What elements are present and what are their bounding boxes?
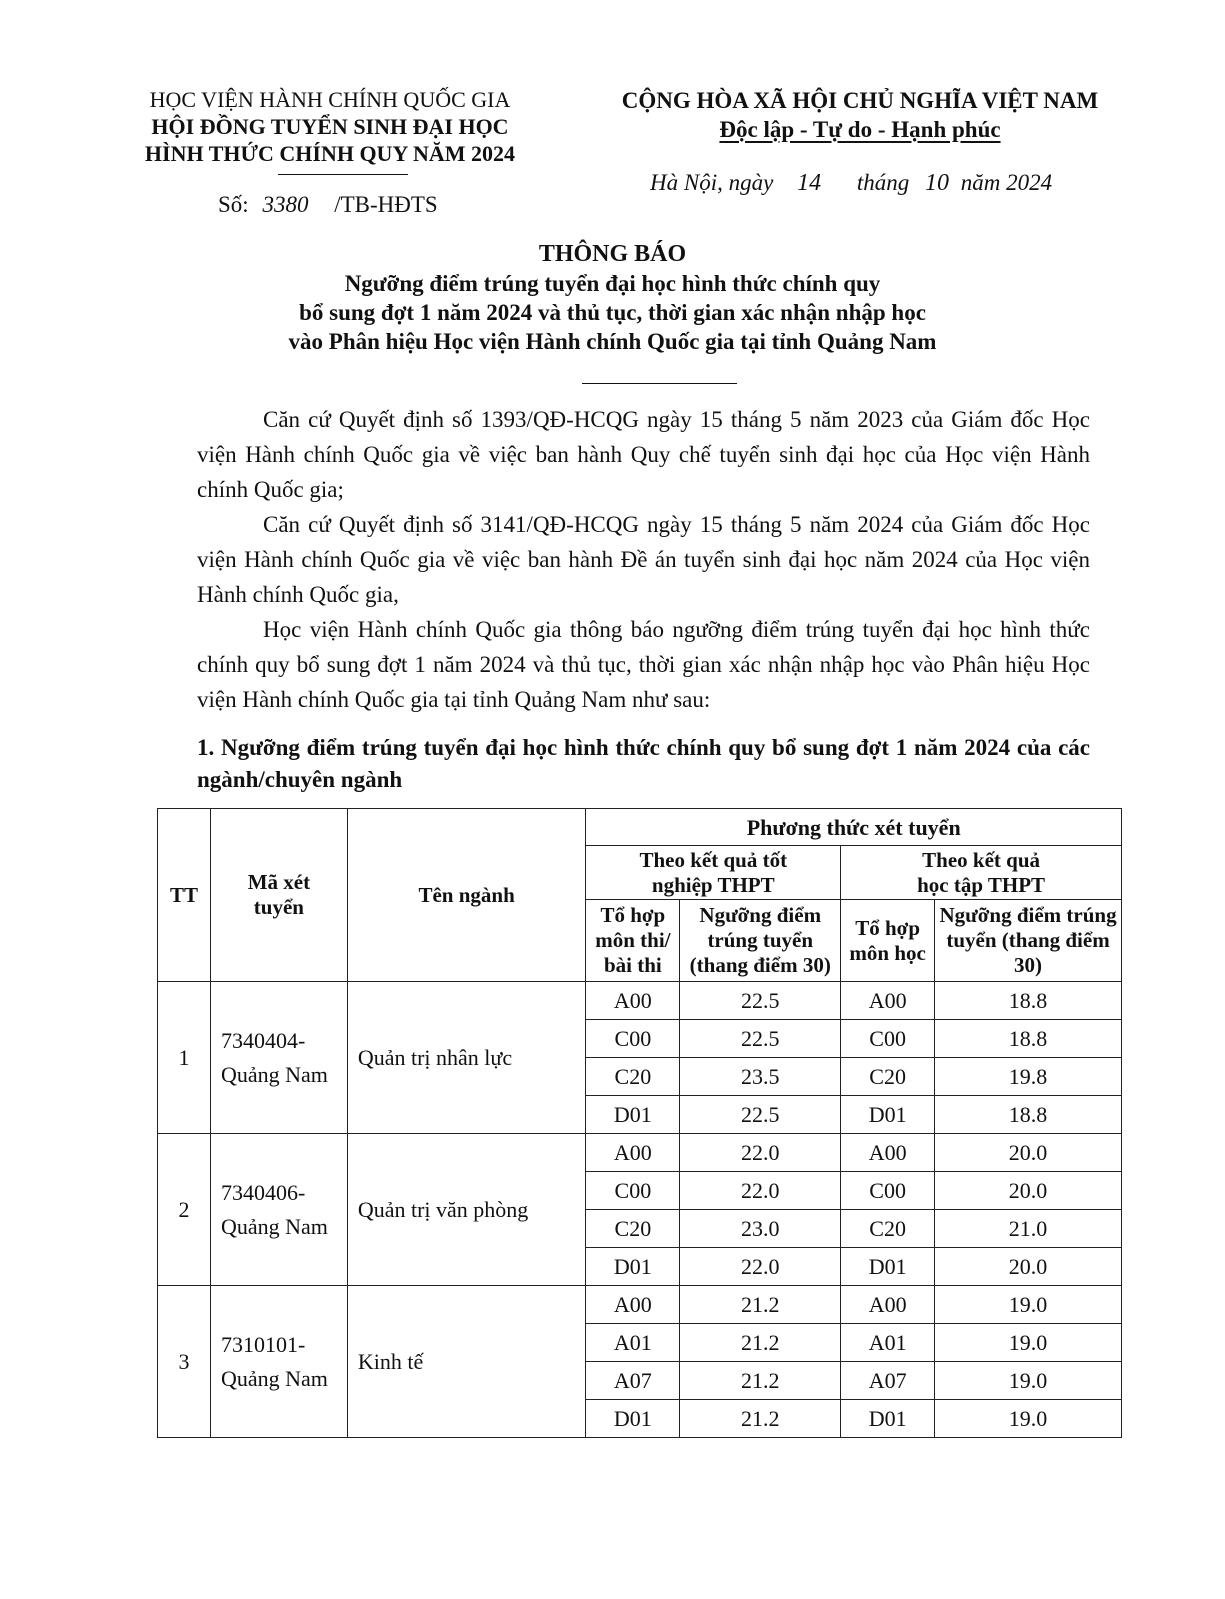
national-header [590, 86, 1130, 144]
score-exam: 22.0 [680, 1134, 841, 1172]
date-prefix: Hà Nội, ngày [650, 170, 774, 195]
program-tt: 2 [158, 1134, 211, 1286]
program-code-campus: Quảng Nam [220, 1365, 328, 1391]
header-name: Tên ngành [347, 809, 586, 982]
combo-exam: A00 [586, 982, 680, 1020]
score-transcript: 18.8 [935, 1020, 1122, 1058]
score-transcript: 18.8 [935, 1096, 1122, 1134]
header-combo-transcript: Tổ hợp môn học [841, 900, 935, 982]
combo-transcript: C00 [841, 1020, 935, 1058]
issuer-header [120, 86, 540, 167]
program-name: Kinh tế [347, 1286, 586, 1438]
combo-transcript: C00 [841, 1172, 935, 1210]
combo-exam: C20 [586, 1210, 680, 1248]
issuer-line-1: HỌC VIỆN HÀNH CHÍNH QUỐC GIA [149, 87, 511, 112]
program-code [210, 1134, 347, 1286]
score-transcript: 19.8 [935, 1058, 1122, 1096]
combo-exam: D01 [586, 1248, 680, 1286]
combo-exam: D01 [586, 1400, 680, 1438]
issuer-underline [278, 174, 408, 175]
score-transcript: 19.0 [935, 1286, 1122, 1324]
score-transcript: 19.0 [935, 1362, 1122, 1400]
national-motto-line-2: Độc lập - Tự do - Hạnh phúc [719, 117, 1001, 142]
header-group-transcript: Theo kết quả học tập THPT [841, 846, 1122, 900]
title-line-1: Ngưỡng điểm trúng tuyển đại học hình thức chính quy [344, 271, 881, 296]
score-transcript: 20.0 [935, 1172, 1122, 1210]
combo-exam: D01 [586, 1096, 680, 1134]
program-code-number: 7340406- [220, 1179, 306, 1205]
combo-transcript: A01 [841, 1324, 935, 1362]
title-line-3: vào Phân hiệu Học viện Hành chính Quốc gia tại tỉnh Quảng Nam [288, 329, 937, 354]
combo-exam: A01 [586, 1324, 680, 1362]
score-transcript: 19.0 [935, 1324, 1122, 1362]
program-tt: 1 [158, 982, 211, 1134]
combo-exam: C00 [586, 1172, 680, 1210]
score-exam: 22.0 [680, 1248, 841, 1286]
score-exam: 23.0 [680, 1210, 841, 1248]
section-1-heading: 1. Ngưỡng điểm trúng tuyển đại học hình thức chính quy bổ sung đợt 1 năm 2024 của các ngành/chuyên ngành [197, 735, 1090, 792]
header-score-transcript: Ngưỡng điểm trúng tuyển (thang điểm 30) [935, 900, 1122, 982]
score-exam: 22.5 [680, 982, 841, 1020]
score-exam: 21.2 [680, 1400, 841, 1438]
issuer-line-3: HÌNH THỨC CHÍNH QUY NĂM 2024 [144, 141, 516, 166]
date-day: 14 [797, 170, 822, 196]
header-tt: TT [158, 809, 211, 982]
score-exam: 23.5 [680, 1058, 841, 1096]
document-number-value: 3380 [262, 192, 309, 217]
program-code-campus: Quảng Nam [220, 1213, 328, 1239]
score-transcript: 20.0 [935, 1134, 1122, 1172]
header-method: Phương thức xét tuyển [586, 809, 1122, 846]
score-transcript: 21.0 [935, 1210, 1122, 1248]
header-combo-exam: Tổ hợp môn thi/ bài thi [586, 900, 680, 982]
combo-transcript: C20 [841, 1210, 935, 1248]
combo-transcript: A00 [841, 1286, 935, 1324]
combo-exam: C20 [586, 1058, 680, 1096]
program-code [210, 1286, 347, 1438]
program-name: Quản trị văn phòng [347, 1134, 586, 1286]
combo-transcript: A00 [841, 1134, 935, 1172]
date-month-label: tháng [856, 170, 910, 195]
combo-exam: C00 [586, 1020, 680, 1058]
document-number [218, 192, 438, 218]
paragraph-announcement: Học viện Hành chính Quốc gia thông báo ngưỡng điểm trúng tuyển đại học hình thức chính quy bổ sung đợt 1 năm 2024 và thủ tục, thời gian xác nhận nhập học vào Phân hiệu Học viện Hành chính Quốc gia tại tỉnh Quảng Nam như sau: [197, 617, 1090, 712]
combo-transcript: C20 [841, 1058, 935, 1096]
combo-exam: A07 [586, 1362, 680, 1400]
document-title [130, 240, 1095, 356]
national-motto-line-1: CỘNG HÒA XÃ HỘI CHỦ NGHĨA VIỆT NAM [621, 88, 1099, 113]
date-month: 10 [924, 170, 949, 196]
date-year: năm 2024 [960, 170, 1053, 195]
program-code-campus: Quảng Nam [220, 1061, 328, 1087]
combo-exam: A00 [586, 1286, 680, 1324]
title-underline [582, 383, 737, 384]
combo-transcript: D01 [841, 1096, 935, 1134]
combo-transcript: A00 [841, 982, 935, 1020]
program-tt: 3 [158, 1286, 211, 1438]
paragraph-legal-basis-1: Căn cứ Quyết định số 1393/QĐ-HCQG ngày 15 tháng 5 năm 2023 của Giám đốc Học viện Hành chính Quốc gia về việc ban hành Quy chế tuyển sinh đại học của Học viện Hành chính Quốc gia; [197, 407, 1090, 502]
program-code-number: 7310101- [220, 1331, 306, 1357]
header-code: Mã xét tuyển [210, 809, 347, 982]
combo-transcript: A07 [841, 1362, 935, 1400]
document-number-prefix: Số: [218, 192, 249, 217]
program-code [210, 982, 347, 1134]
header-group-graduation: Theo kết quả tốt nghiệp THPT [586, 846, 841, 900]
combo-exam: A00 [586, 1134, 680, 1172]
combo-transcript: D01 [841, 1400, 935, 1438]
program-code-number: 7340404- [220, 1027, 306, 1053]
table-row [158, 1134, 1122, 1172]
score-exam: 22.5 [680, 1096, 841, 1134]
paragraph-legal-basis-2: Căn cứ Quyết định số 3141/QĐ-HCQG ngày 15 tháng 5 năm 2024 của Giám đốc Học viện Hành chính Quốc gia về việc ban hành Đề án tuyển sinh đại học năm 2024 của Học viện Hành chính Quốc gia, [197, 512, 1090, 607]
score-exam: 22.5 [680, 1020, 841, 1058]
combo-transcript: D01 [841, 1248, 935, 1286]
score-exam: 22.0 [680, 1172, 841, 1210]
document-number-suffix: /TB-HĐTS [334, 192, 438, 217]
score-exam: 21.2 [680, 1324, 841, 1362]
score-transcript: 18.8 [935, 982, 1122, 1020]
score-transcript: 20.0 [935, 1248, 1122, 1286]
issuer-line-2: HỘI ĐỒNG TUYỂN SINH ĐẠI HỌC [151, 114, 509, 139]
table-row [158, 982, 1122, 1020]
table-row [158, 1286, 1122, 1324]
program-name: Quản trị nhân lực [347, 982, 586, 1134]
document-body [197, 402, 1090, 717]
score-exam: 21.2 [680, 1362, 841, 1400]
document-date [650, 170, 1052, 197]
header-score-exam: Ngưỡng điểm trúng tuyển (thang điểm 30) [680, 900, 841, 982]
score-exam: 21.2 [680, 1286, 841, 1324]
title-main: THÔNG BÁO [538, 241, 687, 267]
score-table [157, 808, 1122, 1438]
title-line-2: bổ sung đợt 1 năm 2024 và thủ tục, thời gian xác nhận nhập học [299, 300, 926, 325]
score-transcript: 19.0 [935, 1400, 1122, 1438]
